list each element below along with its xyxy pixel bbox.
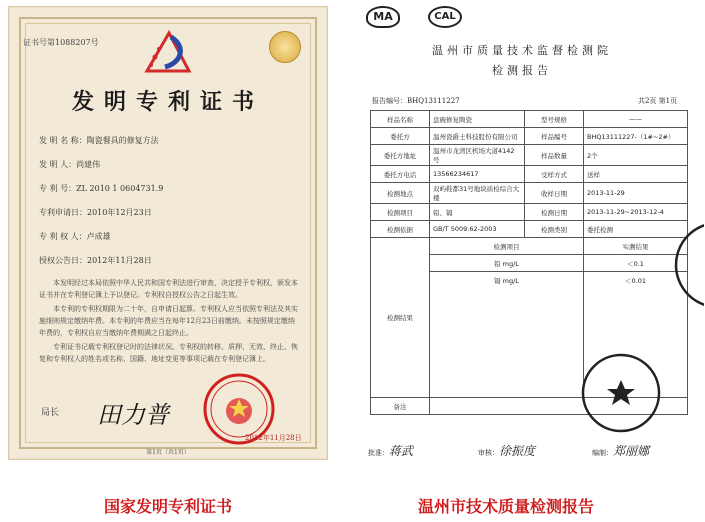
table-row: 检测地点 双屿鞋都31号地块质检综合大楼 收样日期 2013-11-29 xyxy=(371,183,688,204)
table-row: 委托方 温州瓷爵士科技股份有限公司 样品编号 BHQ13111227-（1#~2#） xyxy=(371,128,688,145)
patent-body-paragraph-1: 本发明经过本局依照中华人民共和国专利法进行审查，决定授予专利权，颁发本证书并在专利登记簿上予以登记。专利权自授权公告之日起生效。 xyxy=(39,279,298,299)
field-application-date: 专利申请日：2010年12月23日 xyxy=(39,208,152,217)
cma-logo: MA xyxy=(366,6,400,28)
caption-patent: 国家发明专利证书 xyxy=(104,497,233,516)
patent-cert-number: 证书号第1088207号 xyxy=(23,38,99,47)
remark-label: 备注 xyxy=(371,398,430,415)
footer-reviewed: 审核：徐振度 xyxy=(478,444,536,458)
edge-seal-icon xyxy=(672,210,704,320)
test-report xyxy=(346,0,704,458)
institute-stamp-icon xyxy=(578,350,664,436)
footer-approved: 批准：蒋武 xyxy=(368,444,414,458)
report-institute-title: 温州市质量技术监督检测院 xyxy=(432,44,612,57)
table-row: 检测项目 铅、镉 检测日期 2013-11-29~2013-12-4 xyxy=(371,204,688,221)
field-invention-name: 发 明 名 称：陶瓷餐具的修复方法 xyxy=(39,136,159,145)
patent-body-paragraph-3: 专利证书记载专利权登记时的法律状况。专利权的转移、质押、无效、终止、恢复和专利权人的姓名或名称、国籍、地址变更等事项记载在专利登记簿上。 xyxy=(39,343,298,363)
signature-label: 局长 xyxy=(41,408,60,418)
field-grant-date: 授权公告日：2012年11月28日 xyxy=(39,256,152,265)
footer-compiled: 编制：郑丽娜 xyxy=(592,444,650,458)
table-row: 检测依据 GB/T 5009.62-2003 检测类别 委托检测 xyxy=(371,221,688,238)
field-patentee: 专 利 权 人：卢成雄 xyxy=(39,232,111,241)
director-signature: 田力普 xyxy=(97,401,169,429)
table-row: 铅 mg/L ＜0.1 xyxy=(371,255,688,272)
report-number: 报告编号：BHQ13111227 xyxy=(372,97,460,105)
report-page-indicator: 共2页 第1页 xyxy=(638,97,678,105)
table-row: 镉 mg/L ＜0.01 xyxy=(371,272,688,398)
hologram-sticker xyxy=(269,31,301,63)
field-inventor: 发 明 人：尚建伟 xyxy=(39,160,101,169)
table-row: 样品名称 盘碗修复陶瓷 型号规格 —— xyxy=(371,111,688,128)
page-count: 第1页（共1页） xyxy=(146,449,190,456)
cal-logo: CAL xyxy=(428,6,462,28)
table-row: 委托方地址 温州市龙湾区机场大道4142号 样品数量 2个 xyxy=(371,145,688,166)
result-label: 检测结果 xyxy=(371,238,430,398)
patent-title: 发明专利证书 xyxy=(71,89,264,115)
patent-body-paragraph-2: 本专利的专利权期限为二十年，自申请日起算。专利权人应当依照专利法及其实施细则规定缴纳年费。本专利的年费应当在每年12月23日前缴纳。未按照规定缴纳年费的，专利权自应当缴纳年费期满之日起终止。 xyxy=(39,305,298,337)
field-patent-number: 专 利 号：ZL 2010 1 0604731.9 xyxy=(39,184,164,193)
patent-certificate xyxy=(8,6,328,460)
caption-report: 温州市技术质量检测报告 xyxy=(418,497,595,516)
table-row: 检测结果 检测项目 实测结果 xyxy=(371,238,688,255)
table-row: 委托方电话 13566234617 受样方式 送样 xyxy=(371,166,688,183)
report-subtitle: 检测报告 xyxy=(492,64,552,77)
seal-date: 2012年11月28日 xyxy=(245,434,302,442)
patent-office-emblem-icon xyxy=(141,27,195,75)
